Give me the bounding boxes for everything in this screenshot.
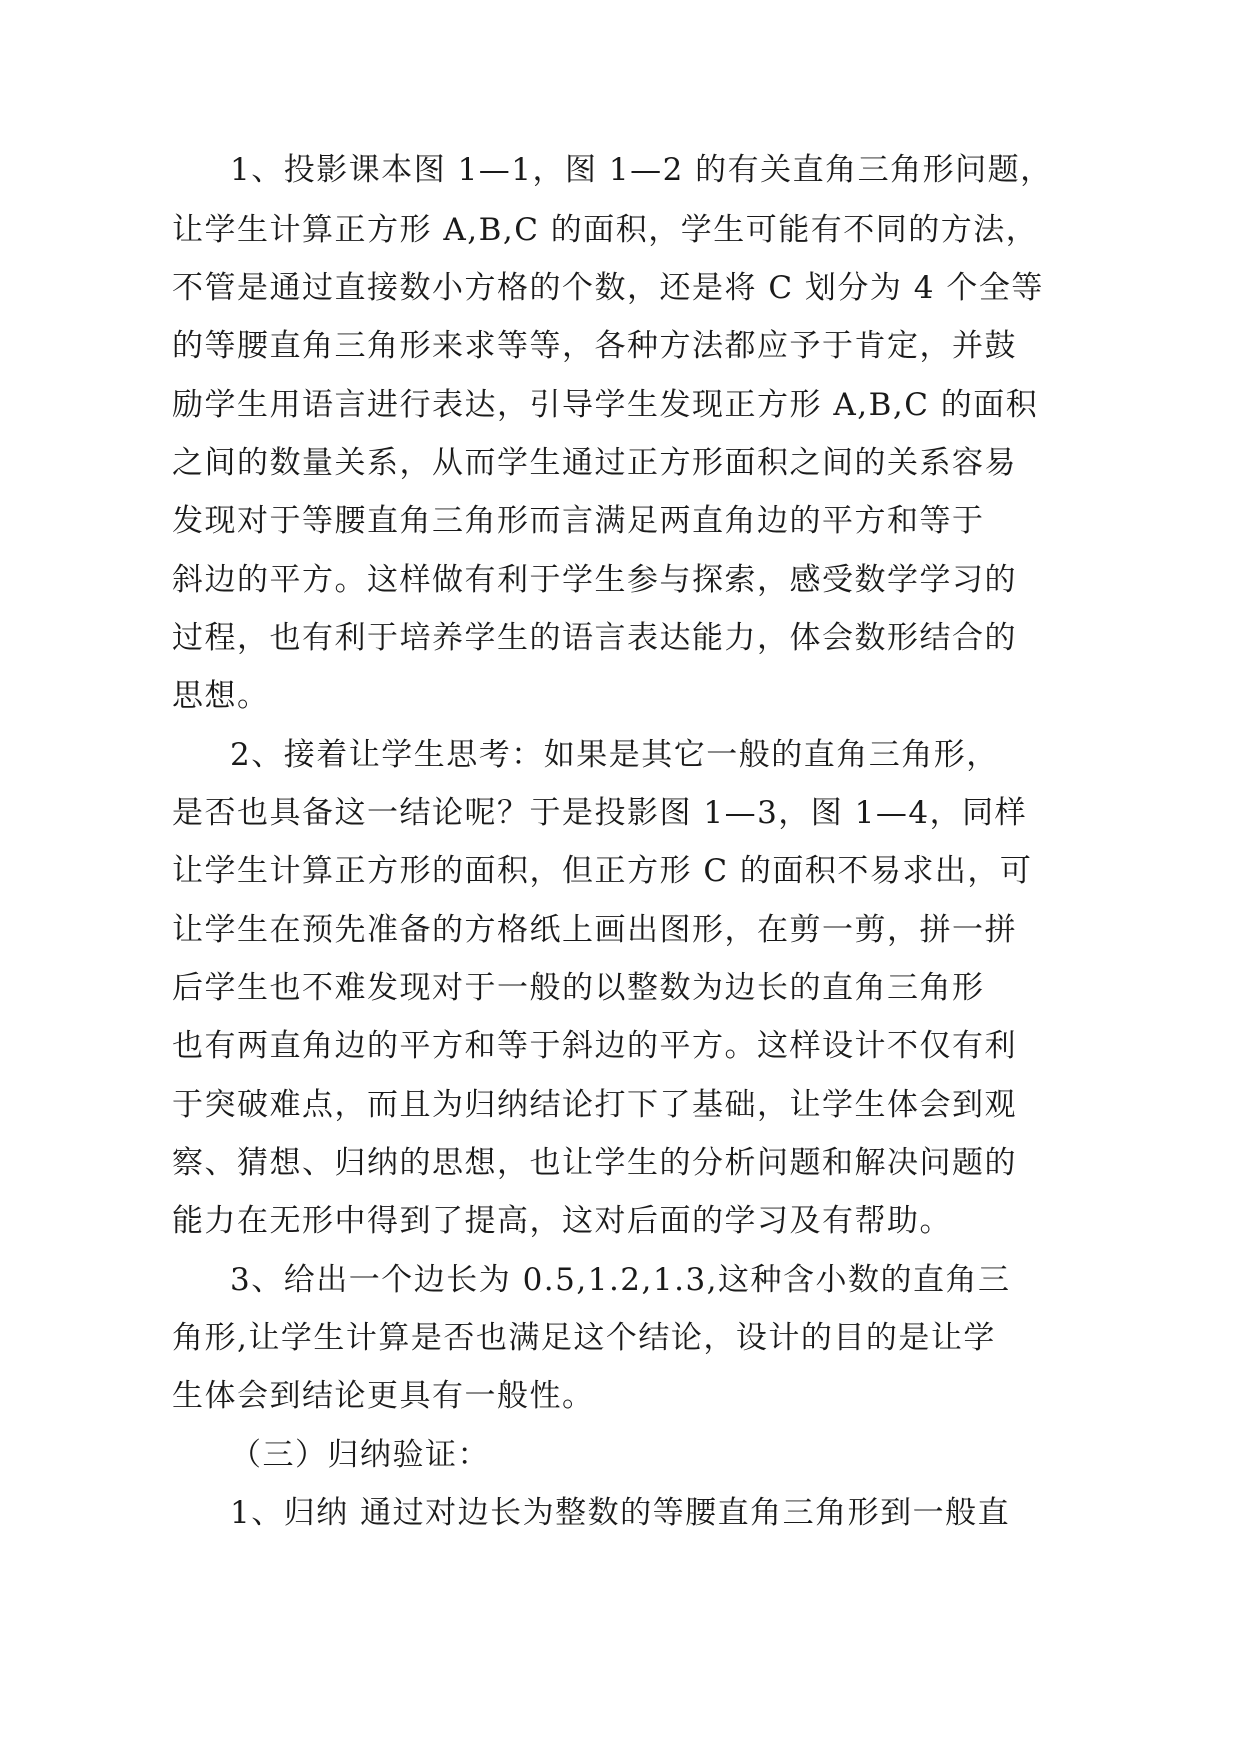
text-line: 3、给出一个边长为 0.5,1.2,1.3,这种含小数的直角三 [230, 1262, 1011, 1298]
text-line: 让学生在预先准备的方格纸上画出图形，在剪一剪，拼一拼 [172, 912, 1017, 948]
text-line: 让学生计算正方形的面积，但正方形 C 的面积不易求出，可 [172, 853, 1033, 889]
text-line: 于突破难点，而且为归纳结论打下了基础，让学生体会到观 [172, 1087, 1017, 1123]
text-line: 1、归纳 通过对边长为整数的等腰直角三角形到一般直 [230, 1495, 1011, 1531]
text-line: 2、接着让学生思考：如果是其它一般的直角三角形， [230, 737, 999, 773]
text-line: 察、猜想、归纳的思想，也让学生的分析问题和解决问题的 [172, 1145, 1017, 1181]
text-line: 不管是通过直接数小方格的个数，还是将 C 划分为 4 个全等 [172, 270, 1044, 306]
text-line: 也有两直角边的平方和等于斜边的平方。这样设计不仅有利 [172, 1028, 1017, 1064]
text-line: 能力在无形中得到了提高，这对后面的学习及有帮助。 [172, 1203, 952, 1239]
text-line: 角形,让学生计算是否也满足这个结论，设计的目的是让学 [172, 1320, 996, 1356]
text-line: 是否也具备这一结论呢？于是投影图 1—3，图 1—4，同样 [172, 795, 1028, 831]
text-line: 生体会到结论更具有一般性。 [172, 1378, 595, 1414]
text-line: 励学生用语言进行表达，引导学生发现正方形 A,B,C 的面积 [172, 387, 1039, 423]
section-heading: （三）归纳验证： [230, 1437, 490, 1473]
text-line: 过程，也有利于培养学生的语言表达能力，体会数形结合的 [172, 620, 1017, 656]
text-line: 斜边的平方。这样做有利于学生参与探索，感受数学学习的 [172, 562, 1017, 598]
text-line: 思想。 [172, 678, 270, 714]
text-line: 之间的数量关系，从而学生通过正方形面积之间的关系容易 [172, 445, 1017, 481]
text-line: 发现对于等腰直角三角形而言满足两直角边的平方和等于 [172, 503, 985, 539]
text-line: 让学生计算正方形 A,B,C 的面积，学生可能有不同的方法， [172, 212, 1039, 248]
text-line: 1、投影课本图 1—1，图 1—2 的有关直角三角形问题， [230, 152, 1053, 188]
text-line: 后学生也不难发现对于一般的以整数为边长的直角三角形 [172, 970, 985, 1006]
text-line: 的等腰直角三角形来求等等，各种方法都应予于肯定，并鼓 [172, 328, 1017, 364]
